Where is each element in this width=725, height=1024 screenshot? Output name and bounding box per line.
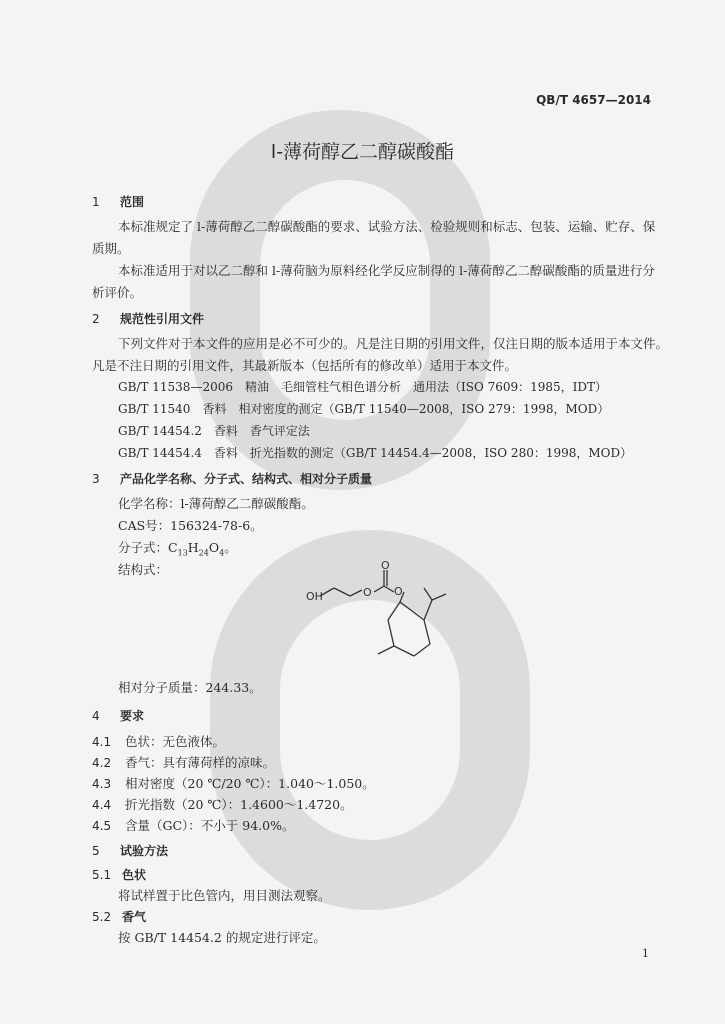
clause-text: 含量（GC）：不小于 94.0%。 [125, 818, 295, 833]
clause-number: 4.3 [92, 777, 112, 791]
structure-label: 结构式： [118, 562, 169, 577]
subsection-5-2-heading [92, 908, 146, 925]
section-title: 要求 [120, 709, 145, 723]
cas-number: CAS号：156324-78-6。 [118, 518, 263, 533]
molecular-weight: 相对分子质量：244.33。 [118, 680, 262, 695]
section-title: 范围 [120, 195, 145, 209]
clause-text: 香气：具有薄荷样的凉味。 [125, 755, 276, 770]
paragraph-line: 将试样置于比色管内，用目测法观察。 [118, 888, 331, 903]
section-number: 2 [92, 312, 100, 326]
requirement-item [92, 795, 353, 813]
clause-number: 4.2 [92, 756, 112, 770]
formula-text: H [187, 540, 199, 555]
paragraph-line: 凡是不注日期的引用文件，其最新版本（包括所有的修改单）适用于本文件。 [92, 358, 518, 373]
section-title: 产品化学名称、分子式、结构式、相对分子质量 [120, 472, 373, 486]
clause-title: 香气 [122, 910, 147, 924]
paragraph-line: 析评价。 [92, 285, 143, 300]
structural-formula [300, 558, 460, 668]
document-title: l-薄荷醇乙二醇碳酸酯 [270, 141, 455, 163]
formula-subscript: 24 [198, 548, 209, 558]
section-5-heading [92, 842, 168, 859]
clause-text: 相对密度（20 ℃/20 ℃）：1.040～1.050。 [125, 776, 375, 791]
page-number: 1 [642, 947, 649, 960]
paragraph-line: 下列文件对于本文件的应用是必不可少的。凡是注日期的引用文件，仅注日期的版本适用于本文件。 [118, 336, 669, 351]
formula-text: 分子式：C [118, 540, 178, 555]
ether-oxygen-label: O [394, 585, 403, 598]
paragraph-line: 本标准适用于对以乙二醇和 l-薄荷脑为原料经化学反应制得的 l-薄荷醇乙二醇碳酸酯的质量进行分 [118, 263, 655, 278]
section-number: 3 [92, 472, 100, 486]
carbonyl-oxygen-label: O [381, 559, 390, 572]
formula-subscript: 13 [177, 548, 188, 558]
section-number: 4 [92, 709, 100, 723]
reference-item: GB/T 14454.4 香料 折光指数的测定（GB/T 14454.4—2008，ISO 280：1998，MOD） [118, 446, 633, 460]
ester-oxygen-label: O [363, 586, 372, 599]
section-number: 1 [92, 195, 100, 209]
clause-number: 4.5 [92, 819, 112, 833]
section-number: 5 [92, 844, 100, 858]
section-2-heading [92, 310, 204, 327]
requirement-item [92, 816, 294, 834]
clause-number: 4.1 [92, 735, 112, 749]
paragraph-line: 按 GB/T 14454.2 的规定进行评定。 [118, 930, 326, 945]
clause-number: 5.1 [92, 868, 112, 882]
clause-text: 折光指数（20 ℃）：1.4600～1.4720。 [125, 797, 353, 812]
section-1-heading [92, 193, 144, 210]
section-title: 规范性引用文件 [120, 312, 205, 326]
formula-text: O [208, 540, 220, 555]
paragraph-line: 本标准规定了 l-薄荷醇乙二醇碳酸酯的要求、试验方法、检验规则和标志、包装、运输、贮存、保 [118, 219, 656, 234]
section-title: 试验方法 [120, 844, 169, 858]
standard-code: QB/T 4657—2014 [536, 93, 651, 107]
formula-subscript: 4 [219, 548, 225, 558]
molecular-formula [118, 538, 237, 558]
formula-text: 。 [224, 540, 237, 555]
reference-item: GB/T 11540 香料 相对密度的测定（GB/T 11540—2008，ISO 279：1998，MOD） [118, 402, 610, 416]
paragraph-line: 质期。 [92, 241, 130, 256]
chemical-name: 化学名称：l-薄荷醇乙二醇碳酸酯。 [118, 496, 314, 511]
clause-number: 5.2 [92, 910, 112, 924]
clause-title: 色状 [122, 868, 147, 882]
reference-item: GB/T 11538—2006 精油 毛细管柱气相色谱分析 通用法（ISO 7609：1985，IDT） [118, 380, 608, 394]
section-4-heading [92, 707, 144, 724]
hydroxyl-label: OH [306, 590, 323, 603]
requirement-item [92, 753, 275, 771]
subsection-5-1-heading [92, 866, 146, 883]
clause-text: 色状：无色液体。 [125, 734, 226, 749]
section-3-heading [92, 470, 372, 487]
requirement-item [92, 732, 225, 750]
reference-item: GB/T 14454.2 香料 香气评定法 [118, 424, 310, 438]
clause-number: 4.4 [92, 798, 112, 812]
requirement-item [92, 774, 375, 792]
